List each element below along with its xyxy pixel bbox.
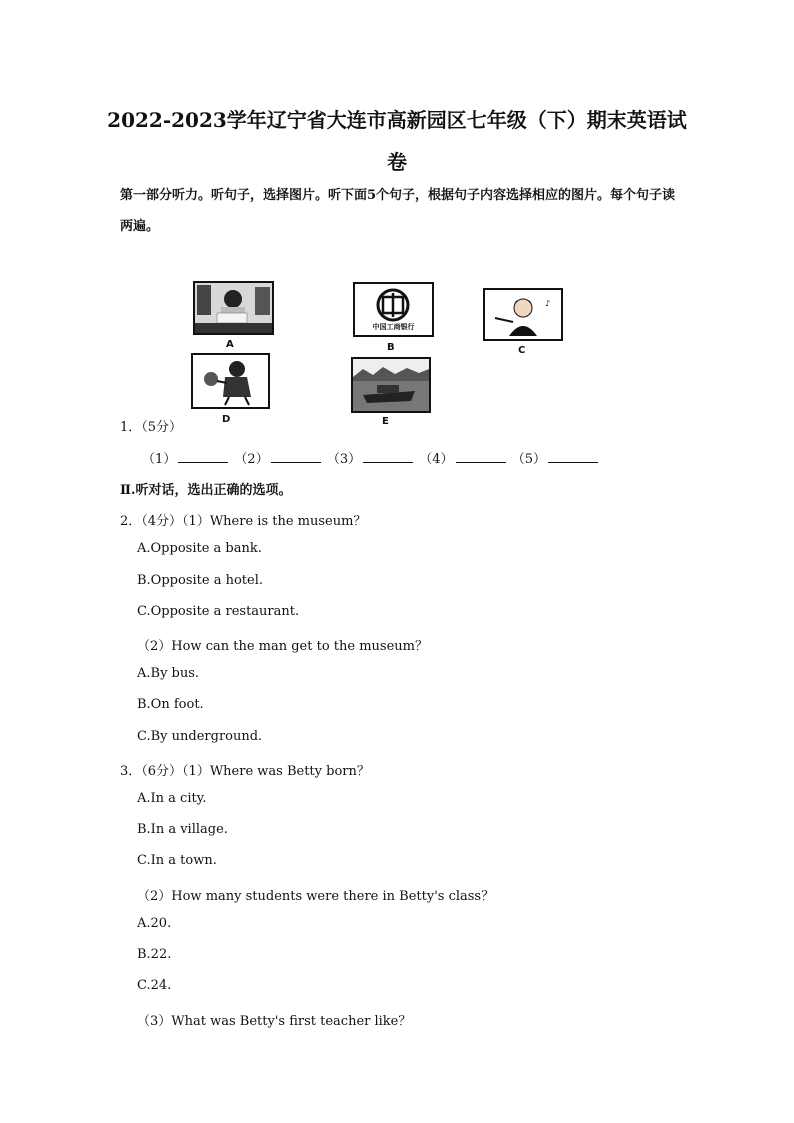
question-3-sub-3: （3）What was Betty's first teacher like？ — [137, 1014, 412, 1029]
question-3-header: 3．（6分）（1）Where was Betty born？ — [120, 764, 370, 779]
part2-header: Ⅱ.听对话，选出正确的选项。 — [120, 483, 292, 498]
singing-man-picture — [485, 290, 561, 339]
picture-b — [353, 282, 434, 337]
question-1-header: 1．（5分） — [120, 420, 183, 435]
q2-1-option-b[interactable]: B.Opposite a hotel. — [137, 573, 263, 588]
blank-4-label: （4） — [419, 452, 454, 467]
question-2-sub-2: （2）How can the man get to the museum？ — [137, 639, 428, 654]
q2-2-option-b[interactable]: B.On foot. — [137, 697, 204, 712]
reading-girl-picture — [195, 283, 272, 333]
q2-2-option-c[interactable]: C.By underground. — [137, 729, 263, 744]
table-tennis-girl-picture — [193, 355, 268, 407]
blank-3[interactable] — [363, 450, 413, 463]
blank-1[interactable] — [178, 450, 228, 463]
picture-b-label: B — [387, 342, 395, 353]
blank-5-label: （5） — [511, 452, 546, 467]
picture-e-label: E — [382, 416, 389, 427]
q3-1-option-b[interactable]: B.In a village. — [137, 822, 228, 837]
question-3-sub-2: （2）How many students were there in Betty's class？ — [137, 889, 495, 904]
part1-instructions: 第一部分听力。听句子，选择图片。听下面5个句子，根据句子内容选择相应的图片。每个句子读两遍。 — [120, 188, 676, 234]
blank-5[interactable] — [548, 450, 598, 463]
picture-c-label: C — [518, 345, 526, 356]
q3-2-option-b[interactable]: B.22. — [137, 947, 172, 962]
q3-2-option-c[interactable]: C.24. — [137, 978, 172, 993]
picture-e — [351, 357, 431, 413]
page-title-continued: 卷 — [387, 150, 407, 174]
q2-1-option-a[interactable]: A.Opposite a bank. — [137, 541, 262, 556]
picture-d-label: D — [222, 414, 231, 425]
blank-2[interactable] — [271, 450, 321, 463]
picture-c — [483, 288, 563, 341]
river-boat-picture — [353, 359, 429, 411]
q2-1-option-c[interactable]: C.Opposite a restaurant. — [137, 604, 300, 619]
q3-1-option-c[interactable]: C.In a town. — [137, 853, 217, 868]
blank-1-label: （1） — [142, 452, 177, 467]
blank-2-label: （2） — [234, 452, 269, 467]
blank-3-label: （3） — [326, 452, 362, 467]
bank-name: 中国工商银行 — [372, 323, 415, 331]
q3-2-option-a[interactable]: A.20. — [137, 916, 172, 931]
q3-1-option-a[interactable]: A.In a city. — [137, 791, 207, 806]
picture-a-label: A — [226, 339, 234, 350]
question-2-header: 2．（4分）（1）Where is the museum？ — [120, 514, 367, 529]
blank-4[interactable] — [456, 450, 506, 463]
svg-text:♪: ♪ — [545, 299, 551, 308]
q2-2-option-a[interactable]: A.By bus. — [137, 666, 200, 681]
question-1-blanks — [142, 448, 600, 467]
picture-d — [191, 353, 270, 409]
picture-a — [193, 281, 274, 335]
page-title: 2022-2023学年辽宁省大连市高新园区七年级（下）期末英语试 — [107, 108, 687, 132]
